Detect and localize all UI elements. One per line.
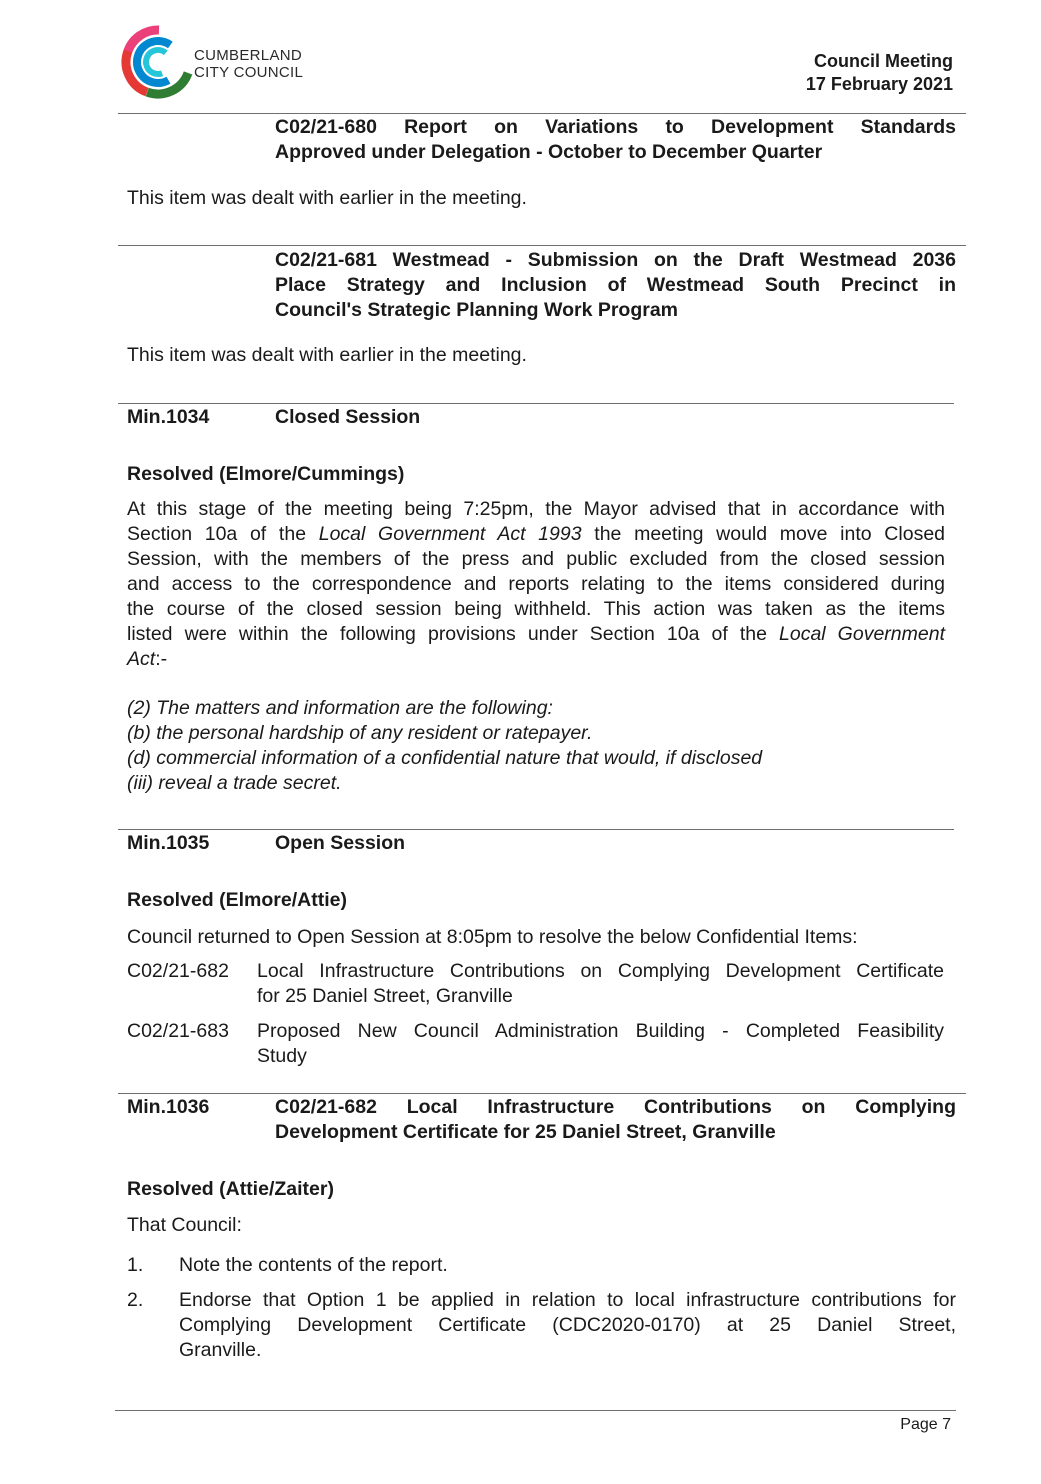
item-681-title: C02/21-681 Westmead - Submission on the Draft Westmead 2036 Place Strategy and Inclusion of Westmead South Precinct in Council's Strategic Planning Work Program xyxy=(275,249,956,321)
council-name-line1: CUMBERLAND xyxy=(194,47,303,64)
min-1034-resolved: Resolved (Elmore/Cummings) xyxy=(127,463,405,485)
item-code: C02/21-683 xyxy=(127,1020,229,1042)
meeting-header xyxy=(806,50,953,96)
min-1034-body: At this stage of the meeting being 7:25pm, the Mayor advised that in accordance with Section 10a of the Local Government Act 1993 the meeting would move into Closed Session, with the members of the press and public excluded from the closed session and access to the correspondence and reports relating to the items considered during the course of the closed session being withheld. This action was taken as the items listed were within the following provisions under Section 10a of the Local Government Act:- xyxy=(127,498,946,670)
min-1036-resolved: Resolved (Attie/Zaiter) xyxy=(127,1178,334,1200)
council-name-line2: CITY COUNCIL xyxy=(194,64,304,81)
provision-line: (2) The matters and information are the following: xyxy=(127,697,553,719)
provision-line: (iii) reveal a trade secret. xyxy=(127,772,342,794)
min-1034-provisions xyxy=(127,696,762,796)
provision-line: (d) commercial information of a confidential nature that would, if disclosed xyxy=(127,747,763,769)
min-1035-number: Min.1035 xyxy=(127,832,210,854)
list-item: Endorse that Option 1 be applied in relation to local infrastructure contributions for Complying Development Certificate (CDC2020-0170) at 25 Daniel Street, Granville. xyxy=(179,1289,956,1361)
item-680-title: C02/21-680 Report on Variations to Development Standards Approved under Delegation - October to December Quarter xyxy=(275,116,956,163)
council-name xyxy=(194,47,303,81)
min-1036-intro: That Council: xyxy=(127,1214,242,1236)
list-number: 1. xyxy=(127,1254,144,1276)
min-1035-intro: Council returned to Open Session at 8:05pm to resolve the below Confidential Items: xyxy=(127,926,858,948)
list-number: 2. xyxy=(127,1289,144,1311)
section-divider xyxy=(118,829,954,830)
provision-line: (b) the personal hardship of any resident or ratepayer. xyxy=(127,722,593,744)
section-divider xyxy=(118,113,966,114)
min-1035-resolved: Resolved (Elmore/Attie) xyxy=(127,889,347,911)
min-1034-number: Min.1034 xyxy=(127,406,210,428)
min-1034-title: Closed Session xyxy=(275,406,421,428)
min-1036-title: C02/21-682 Local Infrastructure Contributions on Complying Development Certificate for 25 Daniel Street, Granville xyxy=(275,1096,956,1143)
min-1036-number: Min.1036 xyxy=(127,1096,210,1118)
item-description: Proposed New Council Administration Building - Completed Feasibility Study xyxy=(257,1020,944,1067)
min-1035-title: Open Session xyxy=(275,832,406,854)
section-divider xyxy=(118,1093,966,1094)
section-divider xyxy=(118,245,966,246)
item-code: C02/21-682 xyxy=(127,960,229,982)
item-description: Local Infrastructure Contributions on Complying Development Certificate for 25 Daniel Street, Granville xyxy=(257,960,944,1007)
item-681-note: This item was dealt with earlier in the meeting. xyxy=(127,344,527,366)
list-item: Note the contents of the report. xyxy=(179,1254,448,1276)
section-divider xyxy=(118,403,954,404)
page-number: Page 7 xyxy=(900,1416,951,1433)
meeting-date: 17 February 2021 xyxy=(805,74,953,94)
item-680-note: This item was dealt with earlier in the meeting. xyxy=(127,187,527,209)
footer-divider xyxy=(115,1410,956,1411)
meeting-title: Council Meeting xyxy=(814,51,953,71)
